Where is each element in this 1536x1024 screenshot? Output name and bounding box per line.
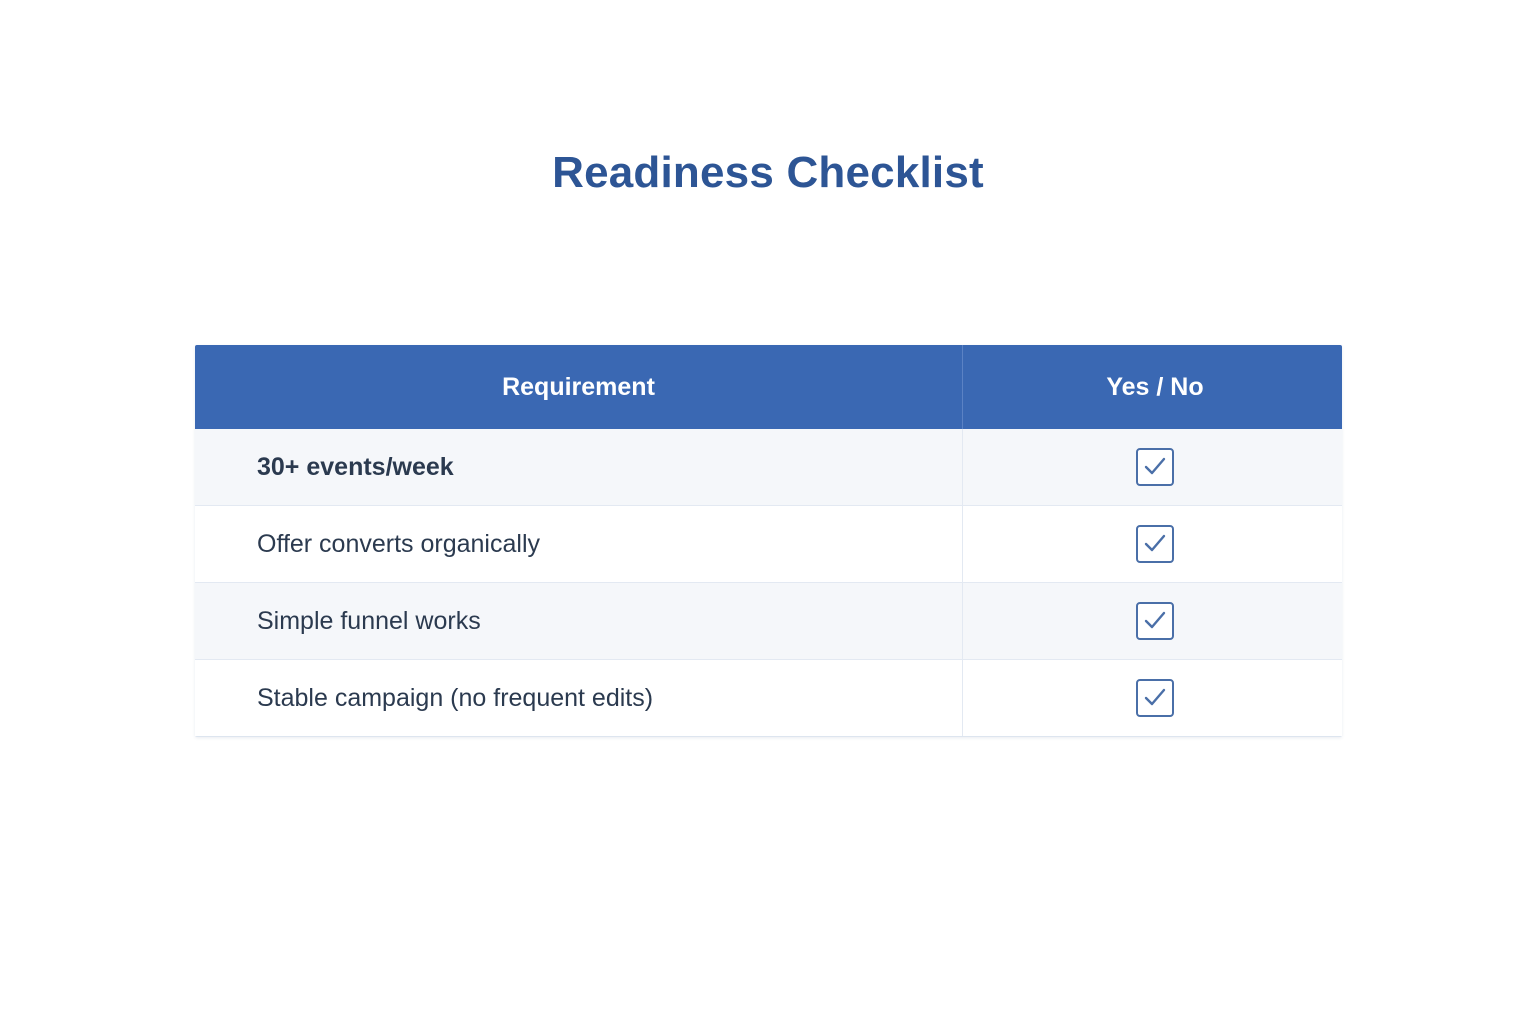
column-header-yes-no: Yes / No <box>963 345 1343 429</box>
table-row <box>195 429 1342 506</box>
requirement-label: Simple funnel works <box>195 583 963 660</box>
yes-no-cell <box>963 660 1343 737</box>
yes-no-cell <box>963 506 1343 583</box>
requirement-label: Offer converts organically <box>195 506 963 583</box>
column-header-requirement: Requirement <box>195 345 963 429</box>
readiness-checklist-table <box>195 345 1342 737</box>
yes-no-cell <box>963 583 1343 660</box>
table-header-row <box>195 345 1342 429</box>
table-row <box>195 660 1342 737</box>
table-row <box>195 583 1342 660</box>
requirement-label: 30+ events/week <box>195 429 963 506</box>
checkbox-checked-icon[interactable] <box>1136 602 1174 640</box>
table-row <box>195 506 1342 583</box>
checkbox-checked-icon[interactable] <box>1136 448 1174 486</box>
checkbox-checked-icon[interactable] <box>1136 679 1174 717</box>
page-title: Readiness Checklist <box>552 148 984 197</box>
checkbox-checked-icon[interactable] <box>1136 525 1174 563</box>
yes-no-cell <box>963 429 1343 506</box>
requirement-label: Stable campaign (no frequent edits) <box>195 660 963 737</box>
